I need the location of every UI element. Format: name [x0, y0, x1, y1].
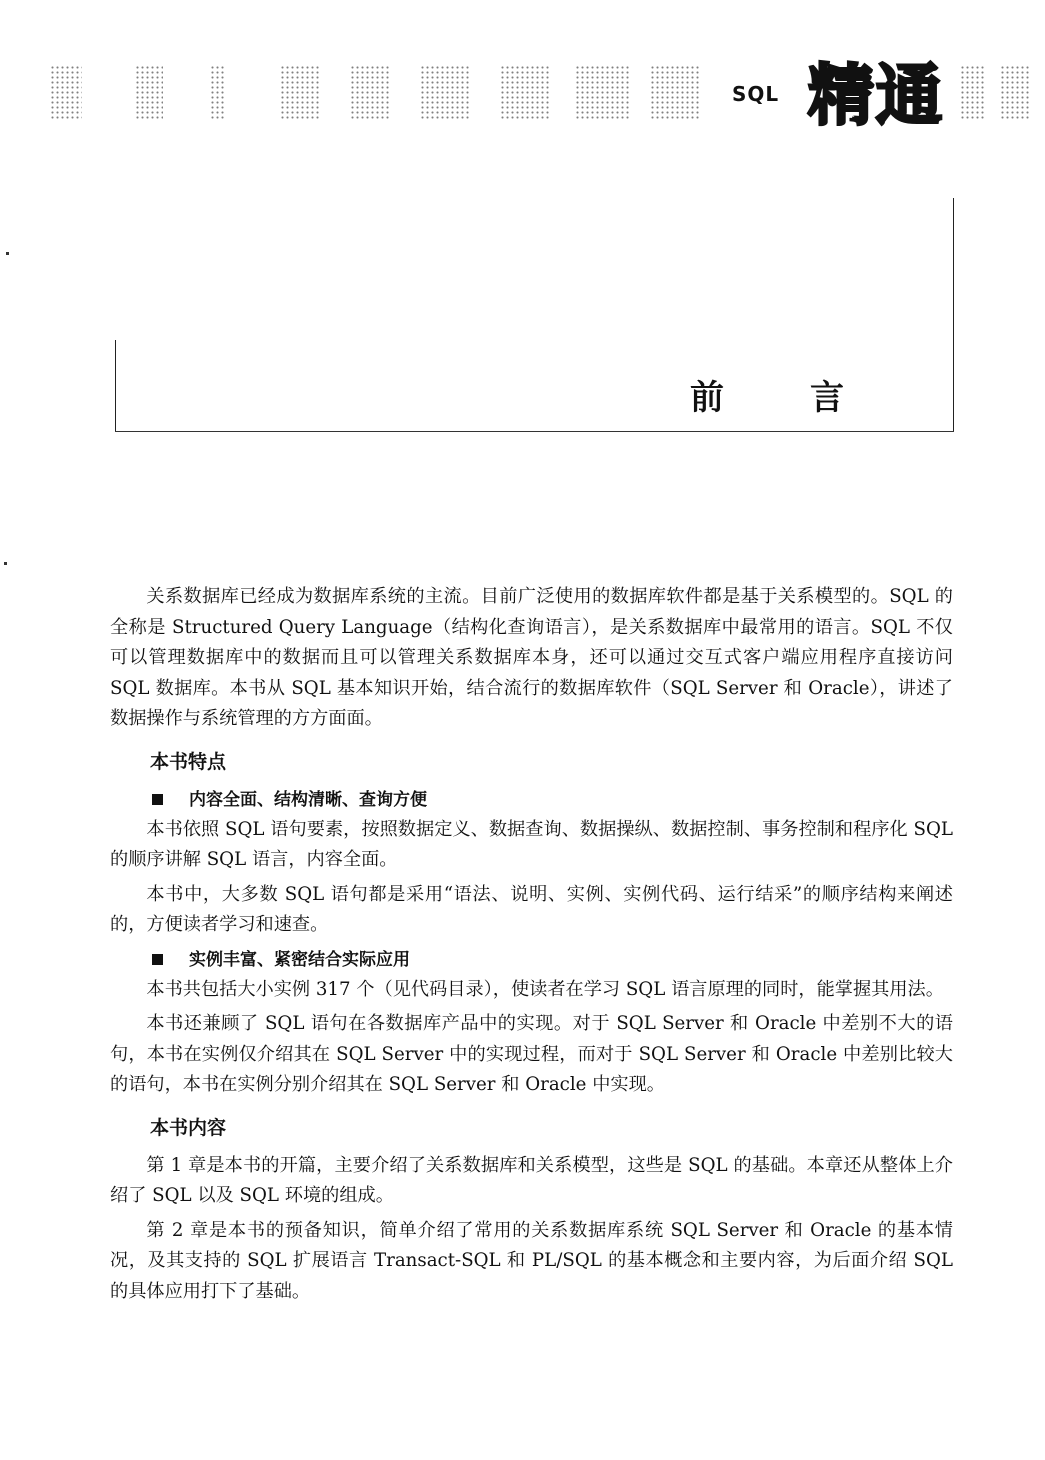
section-heading-features: 本书特点	[150, 750, 227, 773]
feature-item-2-paragraph-2: 本书还兼顾了 SQL 语句在各数据库产品中的实现。对于 SQL Server 和 Oracle 中差别不大的语句，本书在实例仅介绍其在 SQL Server 中的实现过程，而对于 SQL Server 和 Oracle 中差别比较大的语句，本书在实例分别介绍其在 SQL Server 和 Oracle 中实现。	[110, 1013, 953, 1095]
series-pattern-10	[960, 65, 986, 121]
page-body	[110, 582, 953, 1307]
series-pattern-9	[650, 65, 700, 121]
chapter-title	[690, 376, 850, 420]
feature-item-2-title	[152, 945, 953, 975]
square-bullet-icon	[152, 954, 163, 965]
title-frame-right-rule	[953, 198, 954, 432]
feature-item-2-paragraph-1: 本书共包括大小实例 317 个（见代码目录），使读者在学习 SQL 语言原理的同时，能掌握其用法。	[146, 978, 944, 1000]
chapter-title-char-1: 前	[690, 378, 724, 418]
series-pattern-11	[1000, 65, 1030, 121]
feature-item-1-paragraph-1: 本书依照 SQL 语句要素，按照数据定义、数据查询、数据操纵、数据控制、事务控制和程序化 SQL 的顺序讲解 SQL 语言，内容全面。	[110, 818, 953, 870]
series-title: 精通	[808, 57, 944, 134]
series-pattern-2	[135, 65, 163, 121]
title-frame-bottom-rule	[115, 431, 954, 432]
feature-item-2-title-text: 实例丰富、紧密结合实际应用	[189, 949, 410, 970]
title-frame-left-rule	[115, 340, 116, 432]
feature-item-1-paragraph-2: 本书中，大多数 SQL 语句都是采用“语法、说明、实例、实例代码、运行结采”的顺序结构来阐述的，方便读者学习和速查。	[110, 883, 953, 935]
series-pattern-7	[500, 65, 550, 121]
square-bullet-icon	[152, 794, 163, 805]
series-pattern-8	[575, 65, 630, 121]
section-heading-contents: 本书内容	[150, 1116, 227, 1139]
series-pattern-5	[350, 65, 390, 121]
intro-paragraph: 关系数据库已经成为数据库系统的主流。目前广泛使用的数据库软件都是基于关系模型的。SQL 的全称是 Structured Query Language（结构化查询语言），是关系数据库中最常用的语言。SQL 不仅可以管理数据库中的数据而且可以管理关系数据库本身，还可以通过交互式客户端应用程序直接访问 SQL 数据库。本书从 SQL 基本知识开始，结合流行的数据库软件（SQL Server 和 Oracle），讲述了数据操作与系统管理的方方面面。	[110, 586, 953, 729]
feature-item-1-title-text: 内容全面、结构清晰、查询方便	[189, 789, 427, 810]
series-pattern-3	[210, 65, 224, 121]
scan-mark	[4, 562, 7, 565]
series-pattern-6	[420, 65, 470, 121]
feature-item-1-title	[152, 785, 953, 815]
scan-mark	[6, 252, 9, 255]
series-pattern-1	[50, 65, 82, 121]
chapter-title-char-2: 言	[810, 378, 844, 418]
series-pattern-4	[280, 65, 320, 121]
series-prefix: SQL	[732, 82, 780, 106]
contents-paragraph-2: 第 2 章是本书的预备知识，简单介绍了常用的关系数据库系统 SQL Server 和 Oracle 的基本情况，及其支持的 SQL 扩展语言 Transact-SQL 和 PL/SQL 的基本概念和主要内容，为后面介绍 SQL 的具体应用打下了基础。	[110, 1219, 953, 1302]
contents-paragraph-1: 第 1 章是本书的开篇，主要介绍了关系数据库和关系模型，这些是 SQL 的基础。本章还从整体上介绍了 SQL 以及 SQL 环境的组成。	[110, 1154, 953, 1206]
